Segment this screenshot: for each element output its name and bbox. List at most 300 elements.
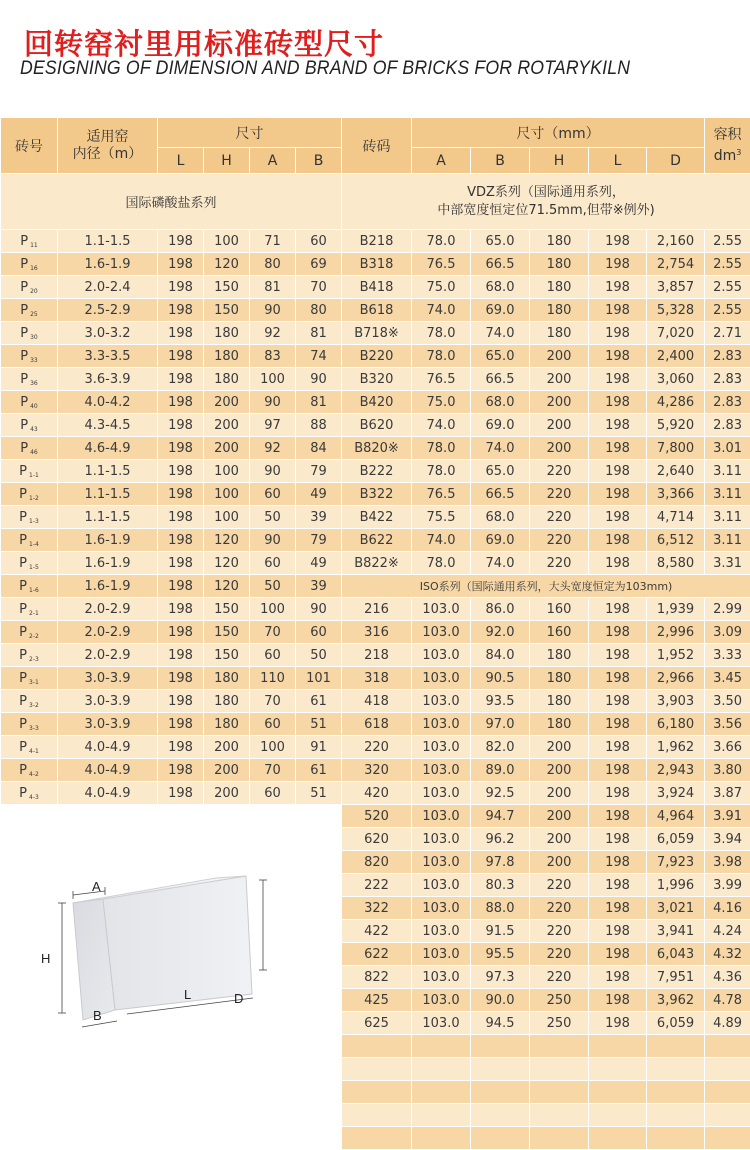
size-B-cell: 74 <box>296 345 342 368</box>
brick-no-subscript: 11 <box>30 242 38 249</box>
rsize-D-cell: 1,962 <box>647 736 705 759</box>
rsize-H-cell <box>530 1104 589 1127</box>
size-B-cell: 49 <box>296 552 342 575</box>
rsize-L-cell: 198 <box>589 253 647 276</box>
size-B-cell: 84 <box>296 437 342 460</box>
rsize-B-cell: 69.0 <box>471 299 530 322</box>
volume-cell: 2.55 <box>705 253 750 276</box>
size-A-cell: 83 <box>250 345 296 368</box>
brick-no-prefix: P <box>19 786 27 801</box>
rsize-A-cell: 103.0 <box>412 644 471 667</box>
rsize-L-cell: 198 <box>589 230 647 253</box>
size-A-cell: 90 <box>250 460 296 483</box>
rsize-B-cell: 69.0 <box>471 414 530 437</box>
rsize-H-cell <box>530 1127 589 1150</box>
brick-no-prefix: P <box>19 648 27 663</box>
brick-no-subscript: 3-3 <box>29 725 39 732</box>
brick-no-prefix: P <box>19 602 27 617</box>
size-B-cell: 79 <box>296 529 342 552</box>
brick-code-cell: B322 <box>342 483 412 506</box>
rsize-H-cell: 200 <box>530 345 589 368</box>
volume-cell: 2.83 <box>705 414 750 437</box>
size-B-cell: 70 <box>296 276 342 299</box>
rsize-H-cell: 220 <box>530 552 589 575</box>
rsize-B-cell: 90.0 <box>471 989 530 1012</box>
size-H-cell: 100 <box>204 230 250 253</box>
volume-cell: 3.80 <box>705 759 750 782</box>
rsize-L-cell <box>589 1127 647 1150</box>
rsize-H-cell: 220 <box>530 874 589 897</box>
size-H-cell: 100 <box>204 506 250 529</box>
size-H-cell: 180 <box>204 322 250 345</box>
brick-no-prefix: P <box>20 326 28 341</box>
rsize-A-cell: 103.0 <box>412 621 471 644</box>
rsize-A-cell: 78.0 <box>412 437 471 460</box>
rsize-H-cell: 180 <box>530 644 589 667</box>
volume-cell: 3.45 <box>705 667 750 690</box>
rsize-H-cell: 180 <box>530 276 589 299</box>
rsize-H-cell: 220 <box>530 966 589 989</box>
size-A-cell: 60 <box>250 713 296 736</box>
rsize-D-cell: 4,714 <box>647 506 705 529</box>
size-B-cell: 69 <box>296 253 342 276</box>
size-A-cell: 100 <box>250 736 296 759</box>
rsize-A-cell: 103.0 <box>412 1012 471 1035</box>
brick-no-prefix: P <box>20 441 28 456</box>
brick-no-subscript: 1-6 <box>29 587 39 594</box>
rsize-B-cell: 74.0 <box>471 552 530 575</box>
volume-cell: 4.78 <box>705 989 750 1012</box>
rsize-D-cell: 3,021 <box>647 897 705 920</box>
brick-code-cell: 622 <box>342 943 412 966</box>
rsize-B-cell: 94.7 <box>471 805 530 828</box>
volume-cell: 3.99 <box>705 874 750 897</box>
rsize-L-cell <box>589 1104 647 1127</box>
rsize-L-cell: 198 <box>589 276 647 299</box>
brick-no-subscript: 30 <box>30 334 38 341</box>
rsize-A-cell: 76.5 <box>412 483 471 506</box>
brick-code-cell <box>342 1104 412 1127</box>
header-rcol-L: L <box>589 148 647 174</box>
rsize-B-cell: 69.0 <box>471 529 530 552</box>
rsize-B-cell: 93.5 <box>471 690 530 713</box>
rsize-B-cell: 92.5 <box>471 782 530 805</box>
section-vdz: VDZ系列（国际通用系列， 中部宽度恒定位71.5mm,但带※例外) <box>342 174 750 230</box>
brick-code-cell: 222 <box>342 874 412 897</box>
rsize-A-cell: 78.0 <box>412 322 471 345</box>
rsize-H-cell: 180 <box>530 230 589 253</box>
kiln-diameter-cell: 4.0-4.2 <box>58 391 158 414</box>
rsize-L-cell: 198 <box>589 966 647 989</box>
size-B-cell: 90 <box>296 598 342 621</box>
rsize-L-cell <box>589 1081 647 1104</box>
size-B-cell: 39 <box>296 575 342 598</box>
rsize-H-cell: 220 <box>530 920 589 943</box>
volume-cell: 3.50 <box>705 690 750 713</box>
kiln-diameter-cell: 2.0-2.4 <box>58 276 158 299</box>
diagram-label-A: A <box>92 879 101 894</box>
rsize-L-cell: 198 <box>589 644 647 667</box>
brick-no-prefix: P <box>19 763 27 778</box>
header-col-L: L <box>158 148 204 174</box>
rsize-A-cell: 78.0 <box>412 345 471 368</box>
size-L-cell: 198 <box>158 644 204 667</box>
volume-cell: 2.55 <box>705 230 750 253</box>
rsize-A-cell: 103.0 <box>412 851 471 874</box>
brick-no-prefix: P <box>19 533 27 548</box>
rsize-L-cell: 198 <box>589 506 647 529</box>
size-L-cell: 198 <box>158 782 204 805</box>
size-A-cell: 100 <box>250 368 296 391</box>
brick-code-cell: B420 <box>342 391 412 414</box>
rsize-A-cell: 78.0 <box>412 230 471 253</box>
kiln-diameter-cell: 1.6-1.9 <box>58 253 158 276</box>
volume-cell: 2.99 <box>705 598 750 621</box>
brick-no-subscript: 1-5 <box>29 564 39 571</box>
kiln-diameter-cell: 3.0-3.9 <box>58 713 158 736</box>
size-A-cell: 97 <box>250 414 296 437</box>
brick-no-prefix: P <box>20 372 28 387</box>
size-H-cell: 180 <box>204 368 250 391</box>
rsize-D-cell: 3,903 <box>647 690 705 713</box>
rsize-A-cell: 78.0 <box>412 460 471 483</box>
brick-code-cell: 216 <box>342 598 412 621</box>
rsize-A-cell: 103.0 <box>412 943 471 966</box>
size-L-cell: 198 <box>158 552 204 575</box>
rsize-L-cell: 198 <box>589 828 647 851</box>
size-H-cell: 200 <box>204 782 250 805</box>
volume-cell: 2.55 <box>705 299 750 322</box>
rsize-B-cell: 68.0 <box>471 506 530 529</box>
size-H-cell: 100 <box>204 483 250 506</box>
size-H-cell: 150 <box>204 276 250 299</box>
size-H-cell: 200 <box>204 414 250 437</box>
kiln-diameter-cell: 3.0-3.9 <box>58 690 158 713</box>
volume-cell: 4.24 <box>705 920 750 943</box>
rsize-B-cell: 68.0 <box>471 391 530 414</box>
kiln-diameter-cell: 1.6-1.9 <box>58 575 158 598</box>
brick-no-subscript: 1-4 <box>29 541 39 548</box>
header-rcol-H: H <box>530 148 589 174</box>
size-A-cell: 70 <box>250 621 296 644</box>
volume-cell: 4.36 <box>705 966 750 989</box>
rsize-L-cell: 198 <box>589 437 647 460</box>
size-B-cell: 61 <box>296 690 342 713</box>
rsize-D-cell: 3,857 <box>647 276 705 299</box>
size-L-cell: 198 <box>158 276 204 299</box>
brick-no-prefix: P <box>19 579 27 594</box>
kiln-diameter-cell: 1.6-1.9 <box>58 529 158 552</box>
brick-no-subscript: 4-3 <box>29 794 39 801</box>
kiln-diameter-cell: 4.3-4.5 <box>58 414 158 437</box>
brick-no-subscript: 16 <box>30 265 38 272</box>
brick-code-cell: 820 <box>342 851 412 874</box>
volume-cell: 4.89 <box>705 1012 750 1035</box>
kiln-diameter-cell: 2.0-2.9 <box>58 598 158 621</box>
rsize-D-cell: 1,952 <box>647 644 705 667</box>
rsize-L-cell: 198 <box>589 782 647 805</box>
kiln-diameter-cell: 3.0-3.2 <box>58 322 158 345</box>
rsize-L-cell: 198 <box>589 391 647 414</box>
rsize-H-cell: 200 <box>530 759 589 782</box>
size-H-cell: 200 <box>204 437 250 460</box>
kiln-diameter-cell: 3.6-3.9 <box>58 368 158 391</box>
rsize-L-cell: 198 <box>589 690 647 713</box>
diagram-label-B: B <box>93 1008 102 1023</box>
rsize-A-cell: 75.0 <box>412 391 471 414</box>
brick-code-cell <box>342 1081 412 1104</box>
rsize-L-cell: 198 <box>589 920 647 943</box>
size-B-cell: 60 <box>296 621 342 644</box>
rsize-H-cell: 200 <box>530 391 589 414</box>
rsize-L-cell: 198 <box>589 897 647 920</box>
brick-no-prefix: P <box>20 234 28 249</box>
brick-no-prefix: P <box>20 257 28 272</box>
rsize-L-cell: 198 <box>589 460 647 483</box>
rsize-H-cell: 220 <box>530 460 589 483</box>
size-L-cell: 198 <box>158 460 204 483</box>
size-L-cell: 198 <box>158 759 204 782</box>
size-A-cell: 50 <box>250 575 296 598</box>
size-L-cell: 198 <box>158 345 204 368</box>
size-L-cell: 198 <box>158 414 204 437</box>
rsize-D-cell: 3,366 <box>647 483 705 506</box>
diagram-label-D: D <box>234 991 243 1006</box>
size-A-cell: 70 <box>250 690 296 713</box>
kiln-diameter-cell: 2.5-2.9 <box>58 299 158 322</box>
brick-code-cell: B318 <box>342 253 412 276</box>
size-H-cell: 120 <box>204 529 250 552</box>
brick-code-cell: B820※ <box>342 437 412 460</box>
brick-code-cell: 320 <box>342 759 412 782</box>
size-B-cell: 79 <box>296 460 342 483</box>
rsize-D-cell: 4,964 <box>647 805 705 828</box>
rsize-B-cell: 65.0 <box>471 230 530 253</box>
size-B-cell: 80 <box>296 299 342 322</box>
size-L-cell: 198 <box>158 667 204 690</box>
rsize-A-cell: 103.0 <box>412 667 471 690</box>
diagram-label-L: L <box>184 987 191 1002</box>
brick-no-prefix: P <box>19 694 27 709</box>
size-B-cell: 39 <box>296 506 342 529</box>
kiln-diameter-cell: 2.0-2.9 <box>58 644 158 667</box>
volume-cell: 3.66 <box>705 736 750 759</box>
header-col-H: H <box>204 148 250 174</box>
rsize-H-cell: 180 <box>530 299 589 322</box>
size-B-cell: 60 <box>296 230 342 253</box>
size-A-cell: 60 <box>250 782 296 805</box>
brick-code-cell: 220 <box>342 736 412 759</box>
brick-code-cell: 618 <box>342 713 412 736</box>
brick-no-prefix: P <box>19 556 27 571</box>
rsize-D-cell: 2,160 <box>647 230 705 253</box>
rsize-D-cell <box>647 1081 705 1104</box>
brick-no-subscript: 33 <box>30 357 38 364</box>
rsize-L-cell: 198 <box>589 667 647 690</box>
size-H-cell: 120 <box>204 552 250 575</box>
brick-code-cell: B320 <box>342 368 412 391</box>
brick-code-cell <box>342 1127 412 1150</box>
brick-no-prefix: P <box>19 487 27 502</box>
size-B-cell: 88 <box>296 414 342 437</box>
rsize-B-cell: 92.0 <box>471 621 530 644</box>
rsize-D-cell: 2,996 <box>647 621 705 644</box>
brick-code-cell: 625 <box>342 1012 412 1035</box>
size-A-cell: 90 <box>250 391 296 414</box>
rsize-A-cell: 76.5 <box>412 368 471 391</box>
rsize-A-cell <box>412 1104 471 1127</box>
header-volume-unit-sup: 3 <box>736 148 741 157</box>
rsize-L-cell: 198 <box>589 805 647 828</box>
kiln-diameter-cell: 4.0-4.9 <box>58 736 158 759</box>
brick-no-subscript: 20 <box>30 288 38 295</box>
volume-cell: 3.31 <box>705 552 750 575</box>
size-H-cell: 150 <box>204 644 250 667</box>
rsize-B-cell: 74.0 <box>471 437 530 460</box>
brick-no-prefix: P <box>19 464 27 479</box>
volume-cell: 3.91 <box>705 805 750 828</box>
rsize-B-cell: 94.5 <box>471 1012 530 1035</box>
size-A-cell: 60 <box>250 644 296 667</box>
volume-cell: 3.11 <box>705 483 750 506</box>
rsize-D-cell: 3,060 <box>647 368 705 391</box>
rsize-D-cell: 7,951 <box>647 966 705 989</box>
rsize-L-cell: 198 <box>589 552 647 575</box>
header-volume-label: 容积 <box>714 127 742 143</box>
rsize-H-cell: 180 <box>530 253 589 276</box>
size-B-cell: 90 <box>296 368 342 391</box>
rsize-B-cell: 89.0 <box>471 759 530 782</box>
rsize-L-cell: 198 <box>589 529 647 552</box>
rsize-H-cell: 200 <box>530 437 589 460</box>
kiln-diameter-cell: 1.6-1.9 <box>58 552 158 575</box>
page-subtitle: DESIGNING OF DIMENSION AND BRAND OF BRICKS FOR ROTARYKILN <box>20 58 630 80</box>
rsize-A-cell: 103.0 <box>412 736 471 759</box>
size-B-cell: 49 <box>296 483 342 506</box>
size-B-cell: 51 <box>296 713 342 736</box>
rsize-B-cell: 65.0 <box>471 460 530 483</box>
size-L-cell: 198 <box>158 230 204 253</box>
size-L-cell: 198 <box>158 621 204 644</box>
rsize-H-cell: 180 <box>530 690 589 713</box>
size-B-cell: 81 <box>296 391 342 414</box>
size-H-cell: 200 <box>204 759 250 782</box>
brick-code-cell: B220 <box>342 345 412 368</box>
rsize-H-cell: 160 <box>530 621 589 644</box>
rsize-A-cell: 103.0 <box>412 598 471 621</box>
brick-shape <box>73 876 252 1020</box>
header-col-B: B <box>296 148 342 174</box>
rsize-D-cell: 3,962 <box>647 989 705 1012</box>
rsize-H-cell: 220 <box>530 943 589 966</box>
rsize-H-cell <box>530 1081 589 1104</box>
brick-code-cell: B622 <box>342 529 412 552</box>
rsize-L-cell: 198 <box>589 851 647 874</box>
volume-cell: 3.87 <box>705 782 750 805</box>
rsize-B-cell: 97.8 <box>471 851 530 874</box>
page-title: 回转窑衬里用标准砖型尺寸 <box>24 22 384 63</box>
size-H-cell: 100 <box>204 460 250 483</box>
rsize-B-cell: 91.5 <box>471 920 530 943</box>
brick-no-subscript: 40 <box>30 403 38 410</box>
brick-no-subscript: 25 <box>30 311 38 318</box>
brick-no-subscript: 4-1 <box>29 748 39 755</box>
size-L-cell: 198 <box>158 506 204 529</box>
brick-code-cell: B418 <box>342 276 412 299</box>
rsize-D-cell: 2,400 <box>647 345 705 368</box>
rsize-A-cell: 103.0 <box>412 782 471 805</box>
brick-no-prefix: P <box>19 510 27 525</box>
brick-no-subscript: 36 <box>30 380 38 387</box>
volume-cell: 2.83 <box>705 345 750 368</box>
rsize-L-cell: 198 <box>589 736 647 759</box>
brick-no-prefix: P <box>19 717 27 732</box>
rsize-D-cell: 7,923 <box>647 851 705 874</box>
volume-cell <box>705 1127 750 1150</box>
rsize-D-cell: 6,059 <box>647 828 705 851</box>
volume-cell: 2.83 <box>705 368 750 391</box>
rsize-H-cell: 250 <box>530 1012 589 1035</box>
brick-no-subscript: 1-2 <box>29 495 39 502</box>
rsize-L-cell: 198 <box>589 299 647 322</box>
volume-cell: 3.01 <box>705 437 750 460</box>
volume-cell: 3.09 <box>705 621 750 644</box>
header-size-right: 尺寸（mm） <box>412 118 705 148</box>
rsize-D-cell: 6,043 <box>647 943 705 966</box>
rsize-D-cell: 7,800 <box>647 437 705 460</box>
kiln-diameter-cell: 4.6-4.9 <box>58 437 158 460</box>
volume-cell: 3.94 <box>705 828 750 851</box>
rsize-A-cell: 76.5 <box>412 253 471 276</box>
size-L-cell: 198 <box>158 253 204 276</box>
size-L-cell: 198 <box>158 690 204 713</box>
brick-code-cell: B422 <box>342 506 412 529</box>
size-H-cell: 120 <box>204 575 250 598</box>
brick-no-subscript: 3-2 <box>29 702 39 709</box>
header-kiln-diameter: 适用窑 内径（m） <box>58 118 158 174</box>
size-L-cell: 198 <box>158 437 204 460</box>
rsize-H-cell: 200 <box>530 414 589 437</box>
brick-no-prefix: P <box>19 625 27 640</box>
rsize-H-cell: 200 <box>530 736 589 759</box>
rsize-H-cell: 200 <box>530 782 589 805</box>
size-A-cell: 60 <box>250 483 296 506</box>
rsize-D-cell: 8,580 <box>647 552 705 575</box>
size-L-cell: 198 <box>158 598 204 621</box>
volume-cell: 3.56 <box>705 713 750 736</box>
size-B-cell: 91 <box>296 736 342 759</box>
kiln-diameter-cell: 3.3-3.5 <box>58 345 158 368</box>
rsize-D-cell: 6,059 <box>647 1012 705 1035</box>
rsize-A-cell: 103.0 <box>412 759 471 782</box>
rsize-B-cell: 66.5 <box>471 368 530 391</box>
size-A-cell: 80 <box>250 253 296 276</box>
brick-no-subscript: 1-1 <box>29 472 39 479</box>
brick-code-cell: 425 <box>342 989 412 1012</box>
rsize-D-cell: 7,020 <box>647 322 705 345</box>
rsize-B-cell: 68.0 <box>471 276 530 299</box>
rsize-D-cell <box>647 1127 705 1150</box>
rsize-H-cell: 200 <box>530 805 589 828</box>
rsize-A-cell: 103.0 <box>412 713 471 736</box>
size-L-cell: 198 <box>158 483 204 506</box>
rsize-H-cell: 220 <box>530 897 589 920</box>
rsize-D-cell: 6,512 <box>647 529 705 552</box>
brick-no-prefix: P <box>19 740 27 755</box>
rsize-H-cell: 220 <box>530 483 589 506</box>
rsize-B-cell: 97.3 <box>471 966 530 989</box>
rsize-B-cell: 96.2 <box>471 828 530 851</box>
